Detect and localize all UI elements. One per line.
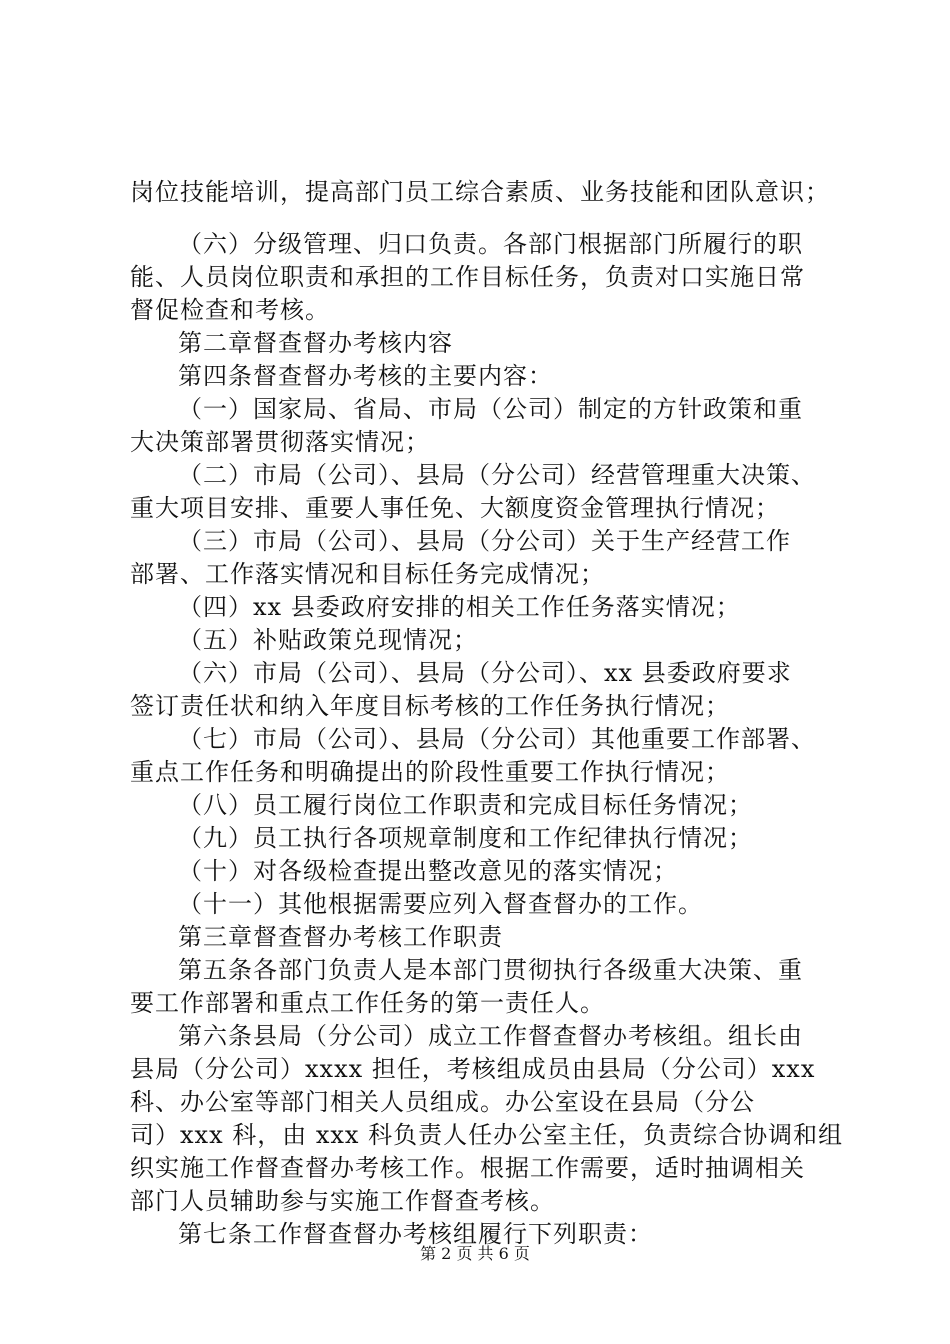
paragraph-line: 督促检查和考核。	[130, 296, 330, 324]
paragraph-line: （四）xx 县委政府安排的相关工作任务落实情况；	[178, 593, 741, 621]
paragraph-line: 部门人员辅助参与实施工作督查考核。	[130, 1187, 555, 1215]
paragraph-line: （五）补贴政策兑现情况；	[178, 626, 478, 654]
paragraph-line: 司）xxx 科，由 xxx 科负责人任办公室主任，负责综合协调和组	[130, 1121, 844, 1149]
paragraph-line: （六）市局（公司）、县局（分公司）、xx 县委政府要求	[178, 659, 792, 687]
paragraph-line: 重大项目安排、重要人事任免、大额度资金管理执行情况；	[130, 494, 780, 522]
paragraph-line: （七）市局（公司）、县局（分公司）其他重要工作部署、	[178, 725, 816, 753]
paragraph-line: 岗位技能培训，提高部门员工综合素质、业务技能和团队意识；	[130, 178, 830, 206]
paragraph-line: 第五条各部门负责人是本部门贯彻执行各级重大决策、重	[178, 956, 803, 984]
article-heading: 第四条督查督办考核的主要内容：	[178, 362, 553, 390]
chapter-heading: 第三章督查督办考核工作职责	[178, 923, 503, 951]
chapter-heading: 第二章督查督办考核内容	[178, 329, 453, 357]
paragraph-line: （二）市局（公司）、县局（分公司）经营管理重大决策、	[178, 461, 816, 489]
paragraph-line: 部署、工作落实情况和目标任务完成情况；	[130, 560, 605, 588]
page-footer	[0, 1244, 950, 1264]
paragraph-line: 织实施工作督查督办考核工作。根据工作需要，适时抽调相关	[130, 1154, 805, 1182]
paragraph-line: （八）员工履行岗位工作职责和完成目标任务情况；	[178, 791, 753, 819]
paragraph-line: （六）分级管理、归口负责。各部门根据部门所履行的职	[178, 230, 803, 258]
paragraph-line: （九）员工执行各项规章制度和工作纪律执行情况；	[178, 824, 753, 852]
paragraph-line: 第六条县局（分公司）成立工作督查督办考核组。组长由	[178, 1022, 803, 1050]
paragraph-line: 县局（分公司）xxxx 担任，考核组成员由县局（分公司）xxx	[130, 1055, 816, 1083]
paragraph-line: 能、人员岗位职责和承担的工作目标任务，负责对口实施日常	[130, 263, 805, 291]
paragraph-line: 要工作部署和重点工作任务的第一责任人。	[130, 989, 605, 1017]
document-body	[130, 176, 844, 1251]
article-heading: 第七条工作督查督办考核组履行下列职责：	[178, 1220, 653, 1248]
paragraph-line: 科、办公室等部门相关人员组成。办公室设在县局（分公	[130, 1088, 755, 1116]
paragraph-line: （一）国家局、省局、市局（公司）制定的方针政策和重	[178, 395, 803, 423]
page-number: 第 2 页 共 6 页	[420, 1244, 530, 1263]
paragraph-line: （十）对各级检查提出整改意见的落实情况；	[178, 857, 678, 885]
paragraph-line: 重点工作任务和明确提出的阶段性重要工作执行情况；	[130, 758, 730, 786]
paragraph-line: 签订责任状和纳入年度目标考核的工作任务执行情况；	[130, 692, 730, 720]
paragraph-line: 大决策部署贯彻落实情况；	[130, 428, 430, 456]
paragraph-line: （十一）其他根据需要应列入督查督办的工作。	[178, 890, 703, 918]
paragraph-line: （三）市局（公司）、县局（分公司）关于生产经营工作	[178, 527, 791, 555]
